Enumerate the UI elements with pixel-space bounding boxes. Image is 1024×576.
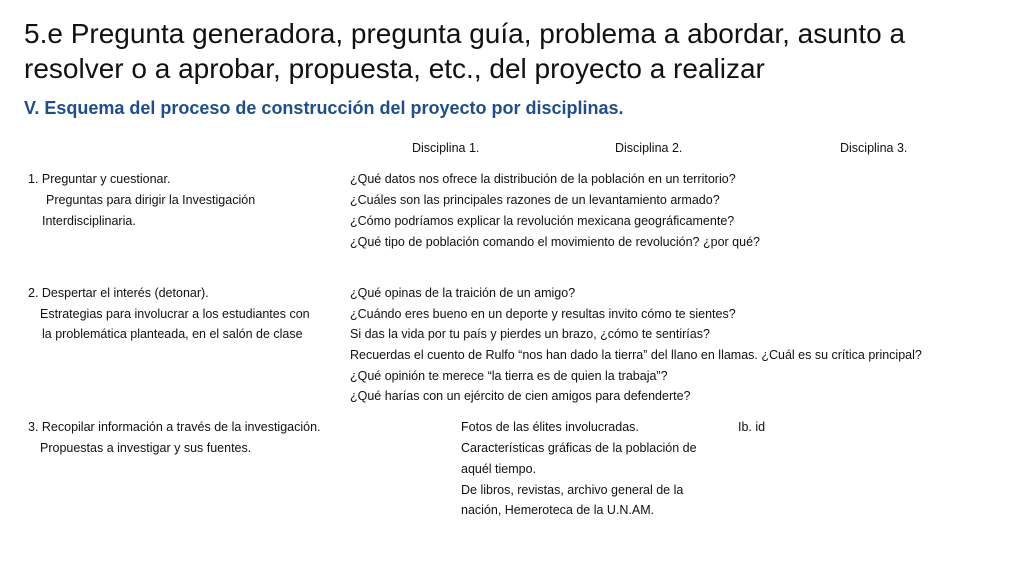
row3-left-line: Propuestas a investigar y sus fuentes. bbox=[40, 441, 252, 455]
row2-question: ¿Qué harías con un ejército de cien amigos para defenderte? bbox=[350, 389, 691, 403]
row2-question: ¿Qué opinión te merece “la tierra es de quien la trabaja”? bbox=[350, 369, 668, 383]
header-disciplina-3: Disciplina 3. bbox=[840, 141, 908, 155]
row3-disciplina2-line: Características gráficas de la población de bbox=[461, 441, 697, 455]
row2-question: Recuerdas el cuento de Rulfo “nos han dado la tierra” del llano en llamas. ¿Cuál es su crítica principal? bbox=[350, 348, 922, 362]
row3-disciplina2-line: De libros, revistas, archivo general de la bbox=[461, 483, 684, 497]
row1-left-line: 1. Preguntar y cuestionar. bbox=[28, 172, 171, 186]
row2-left-line: la problemática planteada, en el salón de clase bbox=[42, 327, 303, 341]
row1-question: ¿Qué tipo de población comando el movimiento de revolución? ¿por qué? bbox=[350, 235, 760, 249]
row2-question: Si das la vida por tu país y pierdes un brazo, ¿cómo te sentirías? bbox=[350, 327, 710, 341]
header-disciplina-2: Disciplina 2. bbox=[615, 141, 683, 155]
slide-subtitle: V. Esquema del proceso de construcción del proyecto por disciplinas. bbox=[24, 98, 624, 118]
row1-left-line: Interdisciplinaria. bbox=[42, 214, 136, 228]
row2-question: ¿Qué opinas de la traición de un amigo? bbox=[350, 286, 576, 300]
row3-disciplina3: Ib. id bbox=[738, 420, 766, 434]
row2-left-line: Estrategias para involucrar a los estudiantes con bbox=[40, 307, 310, 321]
row1-question: ¿Cuáles son las principales razones de un levantamiento armado? bbox=[350, 193, 720, 207]
row1-question: ¿Qué datos nos ofrece la distribución de la población en un territorio? bbox=[350, 172, 736, 186]
row1-left-line: Preguntas para dirigir la Investigación bbox=[46, 193, 256, 207]
slide-title: 5.e Pregunta generadora, pregunta guía, problema a abordar, asunto a resolver o a aprobar, propuesta, etc., del proyecto a realizar bbox=[24, 18, 906, 84]
row3-disciplina2-line: aquél tiempo. bbox=[461, 462, 537, 476]
row3-left-line: 3. Recopilar información a través de la investigación. bbox=[28, 420, 321, 434]
row2-question: ¿Cuándo eres bueno en un deporte y resultas invito cómo te sientes? bbox=[350, 307, 736, 321]
row3-disciplina2-line: Fotos de las élites involucradas. bbox=[461, 420, 639, 434]
header-disciplina-1: Disciplina 1. bbox=[412, 141, 480, 155]
row2-left-line: 2. Despertar el interés (detonar). bbox=[28, 286, 209, 300]
row3-disciplina2-line: nación, Hemeroteca de la U.N.AM. bbox=[461, 503, 655, 517]
row1-question: ¿Cómo podríamos explicar la revolución mexicana geográficamente? bbox=[350, 214, 735, 228]
